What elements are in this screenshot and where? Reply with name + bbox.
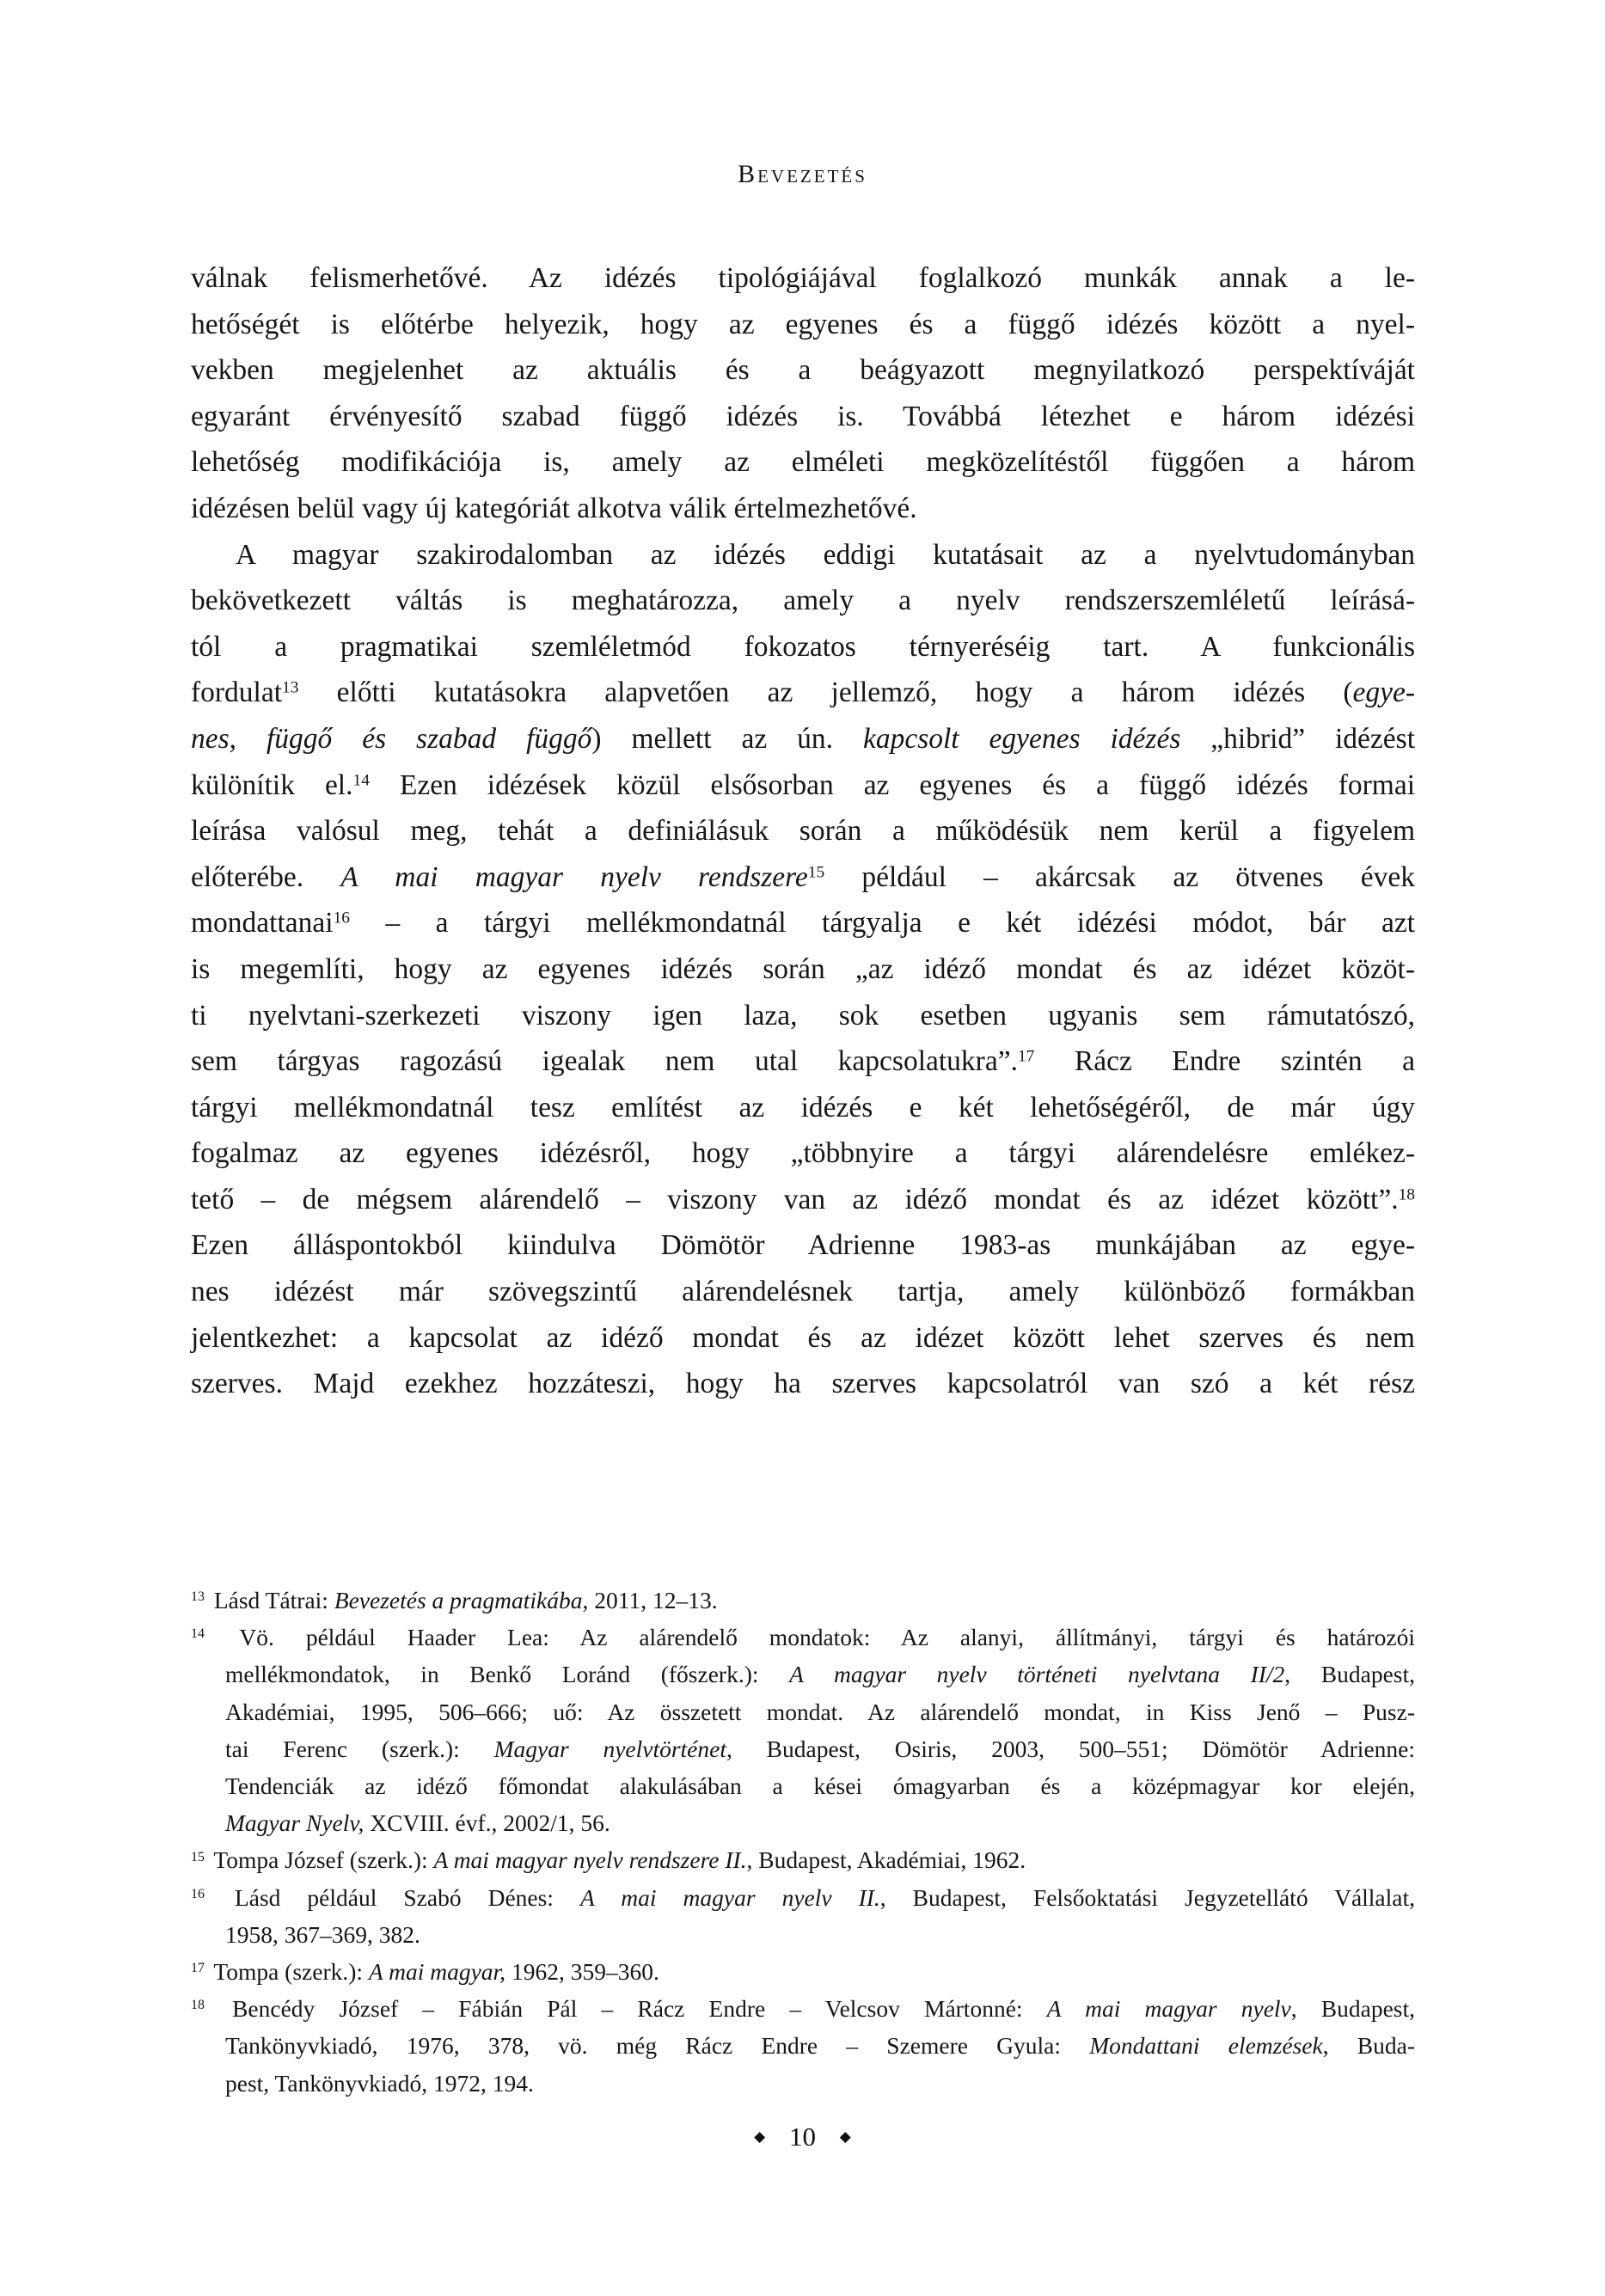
text-run: Akadémiai, 1995, 506–666; uő: Az összetett mondat. Az alárendelő mondat, in Kiss Jenő – Pusz-: [225, 1698, 1415, 1725]
text-run: tól a pragmatikai szemléletmód fokozatos térnyeréséig tart. A funkcionális: [191, 630, 1415, 663]
footnote-line: [191, 1582, 1415, 1619]
italic-text-run: A mai magyar nyelv: [1046, 1995, 1291, 2023]
text-line: [191, 1315, 1415, 1362]
footnote-item: [191, 1879, 1415, 1953]
italic-text-run: A mai magyar nyelv rendszere: [340, 860, 808, 893]
text-run: szerves. Majd ezekhez hozzáteszi, hogy ha szerves kapcsolatról van szó a két rész: [191, 1368, 1415, 1400]
text-run: is megemlíti, hogy az egyenes idézés során „az idéző mondat és az idézet közöt-: [191, 952, 1415, 985]
footnote-line: [191, 1953, 1415, 1990]
italic-text-run: kapcsolt egyenes idézés: [862, 722, 1181, 755]
italic-text-run: Mondattani elemzések: [1089, 2032, 1323, 2060]
footnote-line: [191, 1990, 1415, 2027]
footnote-line: [191, 1879, 1416, 1916]
text-run: mondattanai: [191, 907, 334, 940]
footnote-item: [191, 1841, 1415, 1878]
text-line: [191, 1177, 1415, 1223]
footnotes-section: [191, 1582, 1415, 2102]
text-run: mellékmondatok, in Benkő Loránd (főszerk.):: [225, 1661, 790, 1688]
footnote-line: [191, 1841, 1415, 1878]
text-run: válnak felismerhetővé. Az idézés tipológiájával foglalkozó munkák annak a le-: [191, 262, 1415, 294]
text-run: Rácz Endre szintén a: [1034, 1045, 1415, 1078]
text-run: , Buda-: [1322, 2032, 1415, 2060]
italic-text-run: Magyar Nyelv,: [225, 1809, 364, 1837]
text-run: XCVIII. évf., 2002/1, 56.: [364, 1809, 610, 1837]
body-text: [191, 255, 1415, 1407]
text-run: Tankönyvkiadó, 1976, 378, vö. még Rácz Endre – Szemere Gyula:: [225, 2032, 1090, 2060]
text-run: leírása valósul meg, tehát a definiálásuk során a működésük nem kerül a figyelem: [191, 815, 1415, 848]
text-run: „hibrid” idézést: [1180, 722, 1416, 755]
text-run: különítik el.: [191, 768, 353, 801]
text-run: Tompa (szerk.):: [213, 1958, 369, 1986]
text-line: [191, 1361, 1415, 1407]
text-line: [191, 347, 1415, 394]
text-run: ) mellett az ún.: [591, 722, 863, 755]
text-line: [191, 578, 1415, 624]
text-run: , Budapest, Felsőoktatási Jegyzetellátó Vállalat,: [879, 1883, 1416, 1911]
text-line: [191, 439, 1415, 486]
footnote-marker: 13: [191, 1589, 205, 1605]
footnote-ref: 13: [282, 678, 299, 697]
footnote-item: [191, 1582, 1415, 1619]
text-run: tárgyi mellékmondatnál tesz említést az idézés e két lehetőségéről, de már úgy: [191, 1091, 1415, 1124]
text-run: Bencédy József – Fábián Pál – Rácz Endre – Velcsov Mártonné:: [232, 1995, 1047, 2023]
text-line: [191, 762, 1415, 809]
text-run: vekben megjelenhet az aktuális és a beágyazott megnyilatkozó perspektíváját: [191, 354, 1415, 387]
text-line: [191, 1222, 1415, 1269]
text-run: pest, Tankönyvkiadó, 1972, 194.: [225, 2069, 534, 2097]
text-run: 1962, 359–360.: [505, 1958, 659, 1986]
text-run: Tompa József (szerk.):: [213, 1846, 434, 1874]
text-run: például – akárcsak az ötvenes évek: [824, 860, 1415, 893]
footnote-line: [225, 1730, 1415, 1767]
footnote-ref: 16: [333, 909, 351, 928]
text-run: , Budapest, Akadémiai, 1962.: [746, 1846, 1026, 1874]
footnote-line: [225, 1804, 1415, 1841]
text-run: Lásd Tátrai:: [213, 1587, 334, 1613]
footnote-item: [191, 1953, 1415, 1990]
text-run: 1958, 367–369, 382.: [225, 1920, 420, 1948]
italic-text-run: nes, függő és szabad függő: [191, 722, 592, 755]
footnote-marker: 15: [191, 1849, 205, 1864]
text-run: Lásd például Szabó Dénes:: [234, 1883, 580, 1911]
text-line: [191, 1130, 1415, 1177]
text-line: [191, 394, 1415, 440]
text-run: jelentkezhet: a kapcsolat az idéző mondat és az idézet között lehet szerves és nem: [191, 1321, 1415, 1354]
text-run: nes idézést már szövegszintű alárendelésnek tartja, amely különböző formákban: [191, 1276, 1415, 1308]
text-run: előterébe.: [191, 860, 341, 893]
footnote-line: [225, 1693, 1415, 1730]
text-run: ti nyelvtani-szerkezeti viszony igen laza, sok esetben ugyanis sem rámutatószó,: [191, 999, 1415, 1032]
page-footer: [0, 2122, 1605, 2152]
text-line: [191, 900, 1415, 946]
text-run: hetőségét is előtérbe helyezik, hogy az egyenes és a függő idézés között a nyel-: [191, 308, 1415, 340]
text-run: , Budapest,: [1284, 1661, 1415, 1688]
text-run: fogalmaz az egyenes idézésről, hogy „többnyire a tárgyi alárendelésre emlékez-: [191, 1137, 1415, 1170]
text-run: – a tárgyi mellékmondatnál tárgyalja e két idézési módot, bár azt: [350, 907, 1415, 940]
italic-text-run: egye-: [1352, 677, 1415, 709]
text-line: [191, 993, 1415, 1039]
footnote-ref: 18: [1398, 1185, 1415, 1204]
text-line: [191, 854, 1415, 901]
text-line: [191, 255, 1415, 302]
text-run: A magyar szakirodalomban az idézés eddigi kutatásait az a nyelvtudományban: [236, 538, 1415, 571]
footnote-line: [191, 1619, 1415, 1656]
text-run: Vö. például Haader Lea: Az alárendelő mondatok: Az alanyi, állítmányi, tárgyi és határozói: [239, 1624, 1415, 1651]
paragraph: [191, 532, 1415, 1407]
text-run: előtti kutatásokra alapvetően az jellemző, hogy a három idézés (: [298, 677, 1353, 709]
text-run: , Budapest,: [1290, 1995, 1415, 2023]
italic-text-run: A mai magyar,: [368, 1958, 506, 1986]
footnote-marker: 17: [191, 1961, 205, 1976]
footnote-ref: 14: [352, 770, 370, 789]
footnote-marker: 18: [191, 1998, 205, 2013]
page-number: 10: [789, 2122, 816, 2152]
text-line: [191, 670, 1415, 716]
footnote-line: [225, 2065, 1415, 2102]
text-run: Ezen idézések közül elsősorban az egyenes és a függő idézés formai: [369, 768, 1416, 801]
footnote-item: [191, 1990, 1415, 2102]
text-line: [191, 1085, 1415, 1131]
text-line: [191, 946, 1415, 993]
text-line: [191, 716, 1415, 762]
text-run: idézésen belül vagy új kategóriát alkotva válik értelmezhetővé.: [191, 492, 917, 524]
text-line: [191, 624, 1415, 670]
italic-text-run: Bevezetés a pragmatikába: [334, 1587, 583, 1613]
footnote-line: [225, 1656, 1415, 1693]
italic-text-run: A mai magyar nyelv II.: [579, 1883, 880, 1911]
footnote-marker: 16: [191, 1886, 205, 1901]
text-run: Tendenciák az idéző főmondat alakulásában a kései ómagyarban és a középmagyar kor elején,: [225, 1773, 1415, 1800]
text-run: tai Ferenc (szerk.):: [225, 1735, 494, 1762]
text-run: , 2011, 12–13.: [582, 1587, 718, 1613]
text-run: fordulat: [191, 677, 283, 709]
text-line: [191, 302, 1415, 348]
text-line: [191, 1269, 1415, 1315]
footnote-line: [225, 1767, 1415, 1804]
diamond-ornament-left-icon: ◆: [754, 2128, 766, 2145]
italic-text-run: A mai magyar nyelv rendszere II.: [433, 1846, 747, 1874]
text-line: [191, 486, 1415, 532]
text-run: bekövetkezett váltás is meghatározza, amely a nyelv rendszerszemléletű leírásá-: [191, 585, 1415, 617]
text-run: tető – de mégsem alárendelő – viszony van az idéző mondat és az idézet között”.: [191, 1183, 1399, 1215]
text-line: [191, 808, 1415, 854]
diamond-ornament-right-icon: ◆: [839, 2128, 851, 2145]
paragraph: [191, 255, 1415, 532]
footnote-marker: 14: [191, 1626, 205, 1642]
text-line: [191, 532, 1415, 579]
text-run: lehetőség modifikációja is, amely az elméleti megközelítéstől függően a három: [191, 446, 1415, 479]
footnote-line: [225, 2027, 1415, 2064]
text-line: [191, 1038, 1415, 1085]
italic-text-run: A magyar nyelv történeti nyelvtana II/2: [789, 1661, 1285, 1688]
chapter-title: Bevezetés: [738, 160, 867, 188]
text-run: , Budapest, Osiris, 2003, 500–551; Dömötör Adrienne:: [726, 1735, 1415, 1762]
footnote-ref: 17: [1017, 1047, 1035, 1066]
text-run: egyaránt érvényesítő szabad függő idézés is. Továbbá létezhet e három idézési: [191, 400, 1415, 432]
text-run: Ezen álláspontokból kiindulva Dömötör Adrienne 1983-as munkájában az egye-: [191, 1229, 1415, 1262]
footnote-item: [191, 1619, 1415, 1841]
footnote-line: [225, 1916, 1415, 1953]
footnote-ref: 15: [807, 863, 825, 882]
italic-text-run: Magyar nyelvtörténet: [493, 1735, 726, 1762]
text-run: sem tárgyas ragozású igealak nem utal kapcsolatukra”.: [191, 1045, 1018, 1078]
